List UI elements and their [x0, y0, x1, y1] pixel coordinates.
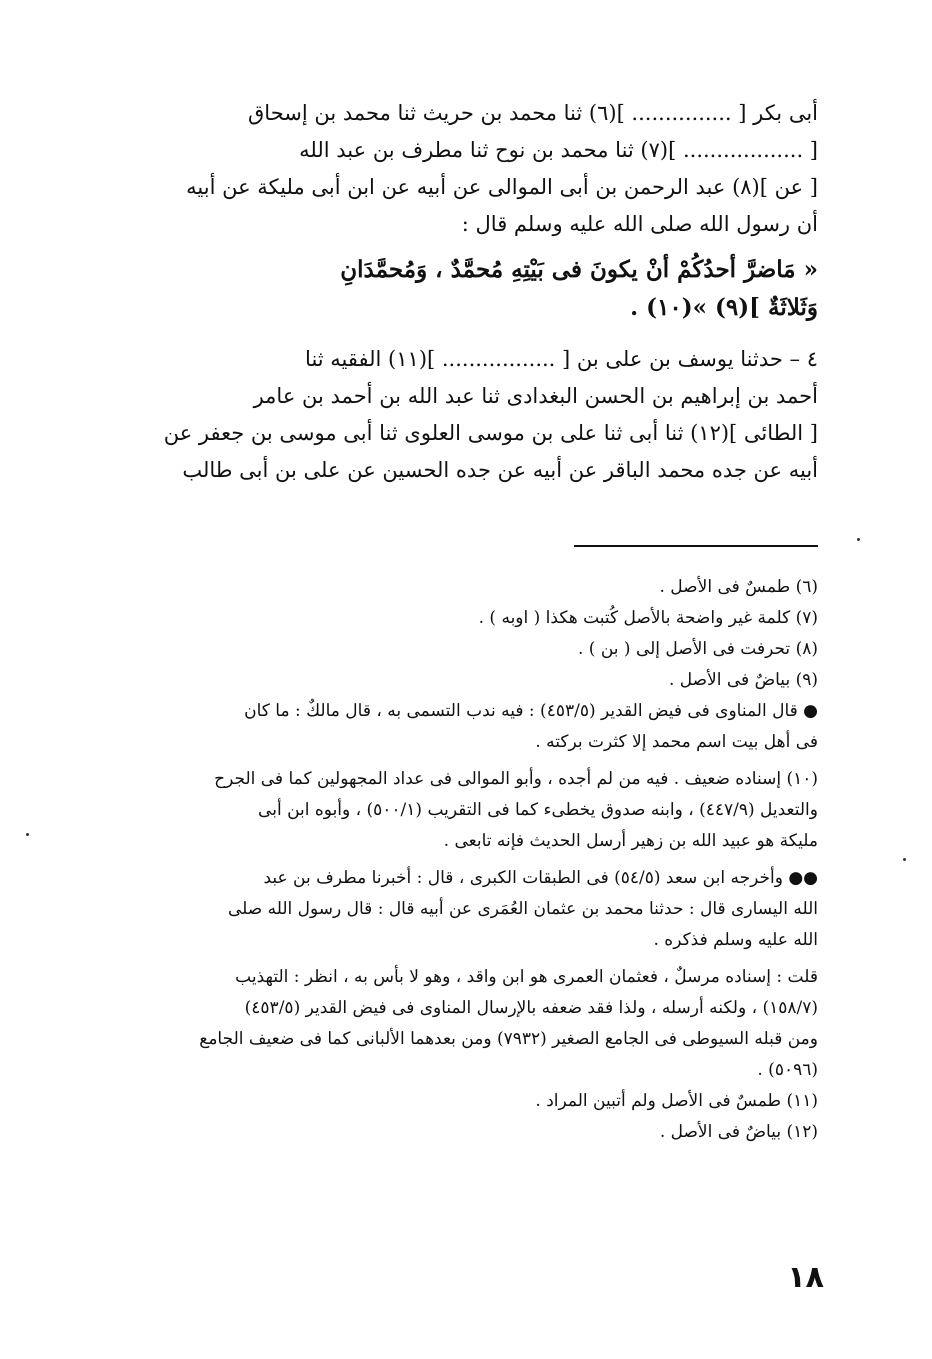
- main-text-line: [ الطائى ](١٢) ثنا أبى ثنا على بن موسى العلوى ثنا أبى موسى بن جعفر عن: [163, 421, 818, 445]
- hadith-text-line: « مَاضرَّ أحدُكُمْ أنْ يكونَ فى بَيْتِهِ مُحمَّدٌ ، وَمُحمَّدَانِ: [340, 256, 818, 283]
- footnote-line: ومن قبله السيوطى فى الجامع الصغير (٧٩٣٢) ومن بعدهما الألبانى كما فى ضعيف الجامع: [199, 1029, 818, 1049]
- footnote-line: قلت : إسناده مرسلٌ ، فعثمان العمرى هو ابن واقد ، وهو لا بأس به ، انظر : التهذيب: [235, 967, 818, 987]
- footnote-line: ● قال المناوى فى فيض القدير (٤٥٣/٥) : فيه ندب التسمى به ، قال مالكٌ : ما كان: [244, 701, 818, 721]
- footnote-line: مليكة هو عبيد الله بن زهير أرسل الحديث فإنه تابعى .: [443, 831, 818, 851]
- footnote-line: (٩) بياضٌ فى الأصل .: [668, 670, 818, 690]
- main-text-line: [ .................. ](٧) ثنا محمد بن نوح ثنا مطرف بن عبد الله: [299, 138, 818, 162]
- footnote-line: (١٥٨/٧) ، ولكنه أرسله ، ولذا فقد ضعفه بالإرسال المناوى فى فيض القدير (٤٥٣/٥): [244, 998, 818, 1018]
- main-text-line: أبى بكر [ ............... ](٦) ثنا محمد بن حريث ثنا محمد بن إسحاق: [248, 101, 818, 125]
- footnote-line: (١١) طمسٌ فى الأصل ولم أتبين المراد .: [535, 1091, 818, 1111]
- page-number: ١٨: [787, 1260, 824, 1295]
- footnotes-block: [146, 572, 818, 1148]
- main-text-line: [ عن ](٨) عبد الرحمن بن أبى الموالى عن أبيه عن ابن أبى مليكة عن أبيه: [186, 175, 818, 199]
- hadith-text-line: وَثَلاثَةٌ ](٩) »(١٠) .: [630, 294, 818, 321]
- scan-speck: [903, 858, 906, 861]
- spacer: [146, 243, 818, 251]
- footnote-line: الله اليسارى قال : حدثنا محمد بن عثمان العُمَرى عن أبيه قال : قال رسول الله صلى: [227, 899, 818, 919]
- spacer: [146, 327, 818, 341]
- main-text-line: ٤ – حدثنا يوسف بن على بن [ ................. ](١١) الفقيه ثنا: [305, 347, 818, 371]
- footnote-line: فى أهل بيت اسم محمد إلا كثرت بركته .: [535, 732, 818, 752]
- footnote-line: (٨) تحرفت فى الأصل إلى ( بن ) .: [578, 639, 818, 659]
- footnote-line: (١٢) بياضٌ فى الأصل .: [659, 1122, 818, 1142]
- scan-speck: [26, 833, 29, 836]
- footnote-line: (٧) كلمة غير واضحة بالأصل كُتبت هكذا ( اوبه ) .: [478, 608, 818, 628]
- main-text-line: أحمد بن إبراهيم بن الحسن البغدادى ثنا عبد الله بن أحمد بن عامر: [253, 384, 818, 408]
- footnote-divider: [574, 545, 818, 547]
- main-text-block: [146, 95, 818, 489]
- footnote-line: الله عليه وسلم فذكره .: [653, 930, 818, 950]
- footnote-line: (٥٠٩٦) .: [757, 1060, 818, 1080]
- footnote-line: ●● وأخرجه ابن سعد (٥٤/٥) فى الطبقات الكبرى ، قال : أخبرنا مطرف بن عبد: [263, 868, 818, 888]
- main-text-line: أبيه عن جده محمد الباقر عن أبيه عن جده الحسين عن على بن أبى طالب: [182, 458, 818, 482]
- footnote-line: والتعديل (٤٤٧/٩) ، وابنه صدوق يخطىء كما فى التقريب (٥٠٠/١) ، وأبوه ابن أبى: [258, 800, 818, 820]
- main-text-line: أن رسول الله صلى الله عليه وسلم قال :: [461, 212, 818, 236]
- scan-speck: [857, 538, 860, 541]
- footnote-line: (٦) طمسٌ فى الأصل .: [659, 577, 818, 597]
- footnote-line: (١٠) إسناده ضعيف . فيه من لم أجده ، وأبو الموالى فى عداد المجهولين كما فى الجرح: [214, 769, 818, 789]
